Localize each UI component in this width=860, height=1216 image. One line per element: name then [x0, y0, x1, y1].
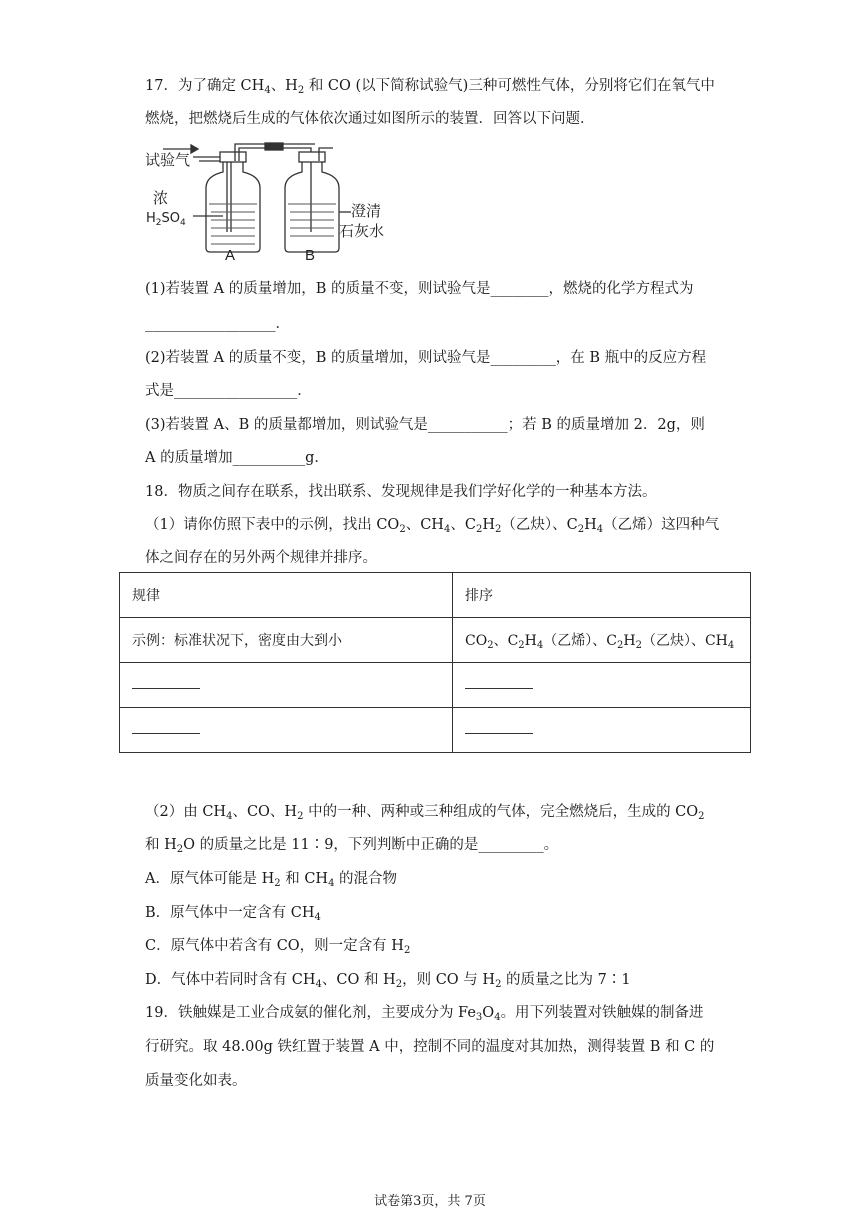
q18-option-a[interactable]: A．原气体可能是 $H_2$ 和 $CH_4$ 的混合物: [145, 871, 398, 889]
svg-text:H2SO4: $H_2SO_4$: [146, 211, 186, 228]
q18-part1-line2: 体之间存在的另外两个规律并排序。: [145, 550, 377, 566]
q17-part2-line2: 式是_________________．: [145, 383, 312, 399]
q17-part1-line1: (1)若装置 A 的质量增加，B 的质量不变，则试验气是________，燃烧的化学方程式为: [145, 281, 694, 297]
table-row: [120, 618, 751, 663]
q18-part2-line1: （2）由 $CH_4$、CO、$H_2$ 中的一种、两种或三种组成的气体，完全燃烧后，生成的 $CO_2$: [145, 804, 705, 822]
header-rule: 规律: [120, 573, 453, 618]
q18-option-c[interactable]: C．原气体中若含有 CO，则一定含有 $H_2$: [145, 938, 411, 956]
q18-option-d[interactable]: D．气体中若同时含有 $CH_4$、CO 和 $H_2$，则 CO 与 $H_2$ 的质量之比为 7∶1: [145, 972, 631, 990]
bottle-a-label: A: [225, 247, 236, 264]
table-row: [120, 573, 751, 618]
gas-label: 试验气: [145, 151, 191, 169]
q18-option-b[interactable]: B．原气体中一定含有 $CH_4$: [145, 905, 321, 923]
acid-formula-h: H: [146, 211, 156, 226]
answer-blank-rule-1[interactable]: [120, 663, 453, 708]
example-rule: 示例：标准状况下，密度由大到小: [120, 618, 453, 663]
q17-part3-line2: A 的质量增加__________g．: [145, 450, 329, 466]
q17-part1-line2: __________________．: [145, 316, 290, 332]
acid-label-1: 浓: [153, 189, 169, 207]
q17-part3-line1: (3)若装置 A、B 的质量都增加，则试验气是___________；若 B 的质量增加 2．2g，则: [145, 417, 705, 433]
answer-blank-rule-2[interactable]: [120, 708, 453, 753]
table-row: [120, 663, 751, 708]
q17-part2-line1: (2)若装置 A 的质量不变，B 的质量增加，则试验气是_________，在 B 瓶中的反应方程: [145, 350, 707, 366]
q17-line2: 燃烧，把燃烧后生成的气体依次通过如图所示的装置．回答以下问题．: [145, 111, 595, 127]
q18-part1-line1: （1）请你仿照下表中的示例，找出 $CO_2$、$CH_4$、$C_2H_2$（乙炔）、$C_2H_4$（乙烯）这四种气: [145, 517, 720, 535]
rules-table: [119, 572, 751, 753]
q19-line3: 质量变化如表。: [145, 1073, 247, 1089]
q19-line1: 19．铁触媒是工业合成氨的催化剂，主要成分为 $Fe_3O_4$。用下列装置对铁触媒的制备进: [145, 1005, 704, 1023]
bottle-b-label: B: [305, 247, 316, 264]
acid-formula-so: SO: [161, 211, 180, 226]
q19-line2: 行研究。取 48.00g 铁红置于装置 A 中，控制不同的温度对其加热，测得装置 B 和 C 的: [145, 1039, 715, 1055]
gas-washing-apparatus-figure: [143, 140, 388, 265]
answer-blank-order-1[interactable]: [453, 663, 751, 708]
page-footer: 试卷第3页，共 7页: [374, 1194, 486, 1209]
limewater-label-1: 澄清: [351, 202, 382, 220]
q18-intro: 18．物质之间存在联系，找出联系、发现规律是我们学好化学的一种基本方法。: [145, 484, 657, 500]
q17-line1: 17．为了确定 $CH_4$、$H_2$ 和 CO (以下简称试验气)三种可燃性气体，分别将它们在氧气中: [145, 78, 715, 96]
example-order: $CO_2$、$C_2H_4$（乙烯）、$C_2H_2$（乙炔）、$CH_4$: [453, 618, 751, 663]
limewater-label-2: 石灰水: [339, 222, 385, 240]
table-row: [120, 708, 751, 753]
q18-part2-line2: 和 $H_2O$ 的质量之比是 11∶9，下列判断中正确的是_________。: [145, 837, 559, 855]
header-order: 排序: [453, 573, 751, 618]
answer-blank-order-2[interactable]: [453, 708, 751, 753]
